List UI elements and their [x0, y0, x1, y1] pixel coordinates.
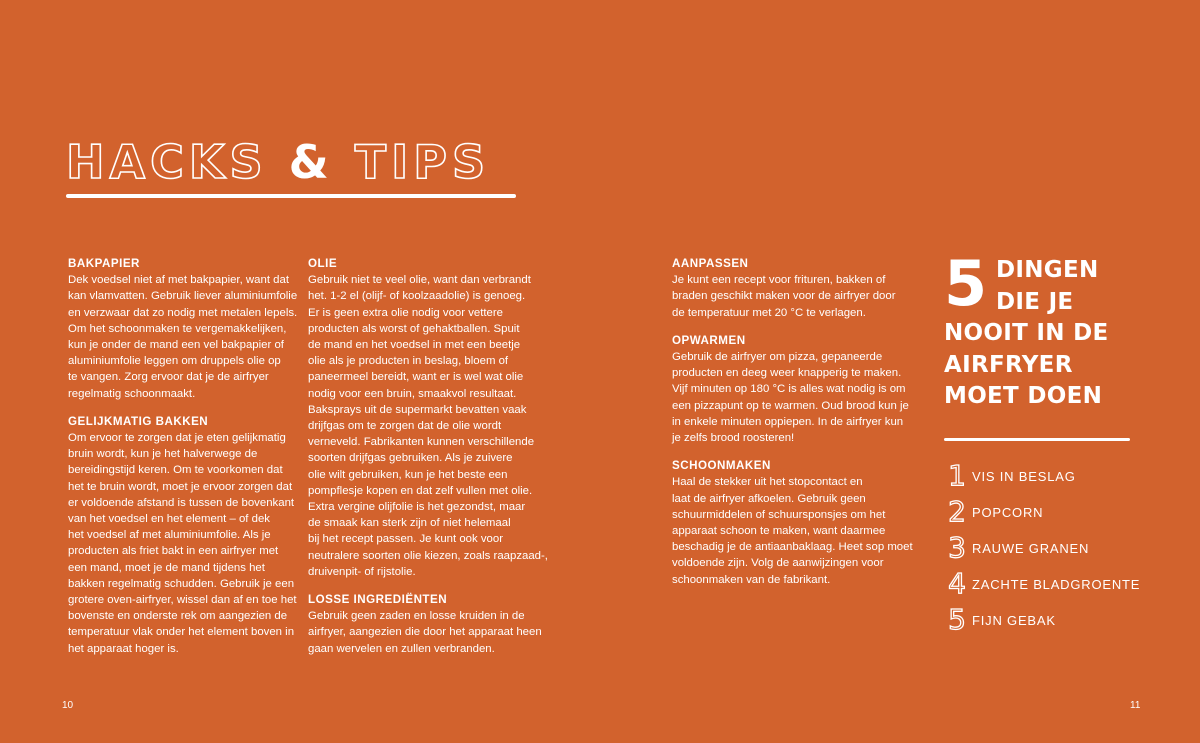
- sidebar-heading-line: AIRFRYER: [944, 351, 1073, 378]
- body-line: het. 1-2 el (olijf- of koolzaadolie) is genoeg.: [308, 290, 526, 303]
- body-line: Dek voedsel niet af met bakpapier, want dat: [68, 274, 289, 287]
- list-number: 4: [948, 567, 966, 600]
- body-line: voldoende zijn. Volg de aanwijzingen voor: [672, 557, 884, 570]
- section-body: [308, 608, 542, 657]
- body-line: regelmatig schoonmaakt.: [68, 387, 196, 400]
- title-word-tips: TIPS: [354, 135, 491, 189]
- list-item: [944, 566, 1164, 602]
- body-line: Vijf minuten op 180 °C is alles wat nodig is om: [672, 383, 906, 396]
- list-item: [944, 458, 1164, 494]
- body-line: in enkele minuten oppiepen. In de airfryer kun: [672, 415, 904, 428]
- body-line: soorten drijfgas gebruiken. Als je zuivere: [308, 452, 513, 465]
- section-body: [308, 272, 548, 580]
- body-line: paneermeel bereidt, want er is wel wat olie: [308, 371, 524, 384]
- body-line: bereidingstijd keren. Om te voorkomen dat: [68, 464, 283, 477]
- body-line: bruin wordt, kun je het halverwege de: [68, 448, 258, 461]
- body-line: een mand, moet je de mand tijdens het: [68, 561, 265, 574]
- body-line: producten en deeg weer knapperig te maken.: [672, 367, 902, 380]
- page-number-left: 10: [62, 700, 74, 711]
- body-line: de mand en het voedsel in met een beetje: [308, 339, 521, 352]
- list-text: FIJN GEBAK: [972, 612, 1056, 628]
- list-text: POPCORN: [972, 504, 1044, 520]
- list-item: [944, 530, 1164, 566]
- sidebar-heading-line: DIE JE: [996, 288, 1074, 315]
- page-title: [66, 136, 490, 188]
- body-line: het apparaat hoger is.: [68, 642, 179, 655]
- column-left: [68, 256, 298, 669]
- section-heading: SCHOONMAKEN: [672, 459, 771, 473]
- body-line: te vangen. Zorg ervoor dat je de airfryer: [68, 371, 269, 384]
- body-line: beschadig je de antiaanbaklaag. Heet sop moet: [672, 541, 913, 554]
- body-line: nodig voor een bruin, smaakvol resultaat.: [308, 387, 517, 400]
- section-heading: BAKPAPIER: [68, 257, 140, 270]
- body-line: Om het schoonmaken te vergemakkelijken,: [68, 322, 287, 335]
- body-line: Baksprays uit de supermarkt bevatten vaak: [308, 403, 527, 416]
- dont-list: [944, 458, 1164, 638]
- body-line: neutralere soorten olie kiezen, zoals raapzaad-,: [308, 549, 548, 562]
- title-underline: [66, 194, 516, 198]
- sidebar-heading-line: DINGEN: [996, 257, 1099, 283]
- list-text: ZACHTE BLADGROENTE: [972, 576, 1141, 592]
- body-line: Gebruik de airfryer om pizza, gepaneerde: [672, 351, 883, 364]
- body-line: Je kunt een recept voor frituren, bakken of: [672, 274, 886, 287]
- section-body: [68, 272, 298, 402]
- sidebar-divider: [944, 438, 1130, 441]
- body-line: en verzwaar dat zo nodig met metalen lepels.: [68, 306, 298, 319]
- body-line: temperatuur vlak onder het element boven in: [68, 626, 295, 639]
- body-line: Extra vergine olijfolie is het gezondst, maar: [308, 501, 526, 514]
- body-line: aluminiumfolie leggen om druppels olie op: [68, 355, 281, 368]
- body-line: apparaat schoon te maken, want daarmee: [672, 525, 886, 538]
- body-line: bovenste en onderste rek om aangezien de: [68, 610, 288, 623]
- section-body: [672, 349, 909, 446]
- section-body: [68, 430, 297, 657]
- body-line: je zelfs brood roosteren!: [672, 432, 795, 445]
- body-line: van het voedsel en het element – of dek: [68, 513, 271, 526]
- body-line: het te bruin wordt, moet je ervoor zorgen dat: [68, 480, 293, 493]
- body-line: de smaak kan sterk zijn of niet helemaal: [308, 517, 511, 530]
- section-body: [672, 474, 913, 587]
- list-number: 2: [948, 495, 966, 528]
- section-body: [672, 272, 894, 321]
- section-heading: GELIJKMATIG BAKKEN: [68, 414, 209, 428]
- sidebar-heading-line: NOOIT IN DE: [944, 320, 1109, 346]
- page-number-right: 11: [1130, 700, 1141, 711]
- body-line: bakken regelmatig schudden. Gebruik je een: [68, 577, 295, 590]
- body-line: Haal de stekker uit het stopcontact en: [672, 476, 863, 489]
- body-line: er voldoende afstand is tussen de bovenkant: [68, 496, 295, 509]
- column-right: [672, 256, 913, 600]
- body-line: een pizzapunt op te warmen. Oud brood kun je: [672, 399, 909, 412]
- body-line: laat de airfryer afkoelen. Gebruik geen: [672, 492, 866, 505]
- body-line: het voedsel af met aluminiumfolie. Als je: [68, 529, 271, 542]
- sidebar-heading: [944, 247, 1134, 413]
- body-line: druivenpit- of rijstolie.: [308, 565, 416, 578]
- body-line: Om ervoor te zorgen dat je eten gelijkmatig: [68, 432, 286, 445]
- body-line: verneveld. Fabrikanten kunnen verschillende: [308, 436, 535, 449]
- body-line: schuurmiddelen of schuursponsjes om het: [672, 508, 886, 521]
- body-line: olie als je producten in beslag, bloem of: [308, 355, 509, 368]
- body-line: kun je onder de mand een vel bakpapier of: [68, 339, 284, 352]
- list-number: 3: [948, 531, 966, 564]
- list-text: VIS IN BESLAG: [972, 468, 1076, 484]
- body-line: olie wilt gebruiken, kun je het beste een: [308, 468, 508, 481]
- body-line: producten als worst of gehaktballen. Spuit: [308, 322, 520, 335]
- body-line: grotere oven-airfryer, wissel dan af en toe het: [68, 594, 297, 607]
- body-line: gaan wervelen en zullen verbranden.: [308, 642, 495, 655]
- body-line: schoonmaken van de fabrikant.: [672, 573, 831, 586]
- list-number: 5: [948, 603, 966, 636]
- body-line: bij het recept passen. Je kunt ook voor: [308, 533, 504, 546]
- body-line: producten als friet bakt in een airfryer met: [68, 545, 279, 558]
- body-line: pompflesje kopen en dat zelf vullen met olie.: [308, 484, 533, 497]
- body-line: de temperatuur met 20 °C te verlagen.: [672, 306, 866, 319]
- list-number: 1: [948, 459, 966, 492]
- body-line: kan vlamvatten. Gebruik liever aluminiumfolie: [68, 290, 298, 303]
- title-word-hacks: HACKS: [66, 135, 268, 189]
- body-line: braden geschikt maken voor de airfryer door: [672, 290, 896, 303]
- section-heading: AANPASSEN: [672, 257, 749, 270]
- section-heading: OLIE: [308, 257, 338, 270]
- title-ampersand: &: [288, 135, 334, 189]
- column-middle: [308, 256, 548, 669]
- body-line: Gebruik geen zaden en losse kruiden in de: [308, 610, 525, 623]
- sidebar-heading-line: MOET DOEN: [944, 383, 1103, 409]
- list-item: [944, 602, 1164, 638]
- body-line: drijfgas om te zorgen dat de olie wordt: [308, 420, 502, 433]
- body-line: Er is geen extra olie nodig voor vettere: [308, 306, 504, 319]
- list-item: [944, 494, 1164, 530]
- section-heading: LOSSE INGREDIËNTEN: [308, 593, 448, 607]
- list-text: RAUWE GRANEN: [972, 540, 1090, 556]
- body-line: Gebruik niet te veel olie, want dan verbrandt: [308, 274, 531, 287]
- big-number: 5: [944, 247, 988, 320]
- body-line: airfryer, aangezien die door het apparaat heen: [308, 626, 542, 639]
- section-heading: OPWARMEN: [672, 333, 746, 347]
